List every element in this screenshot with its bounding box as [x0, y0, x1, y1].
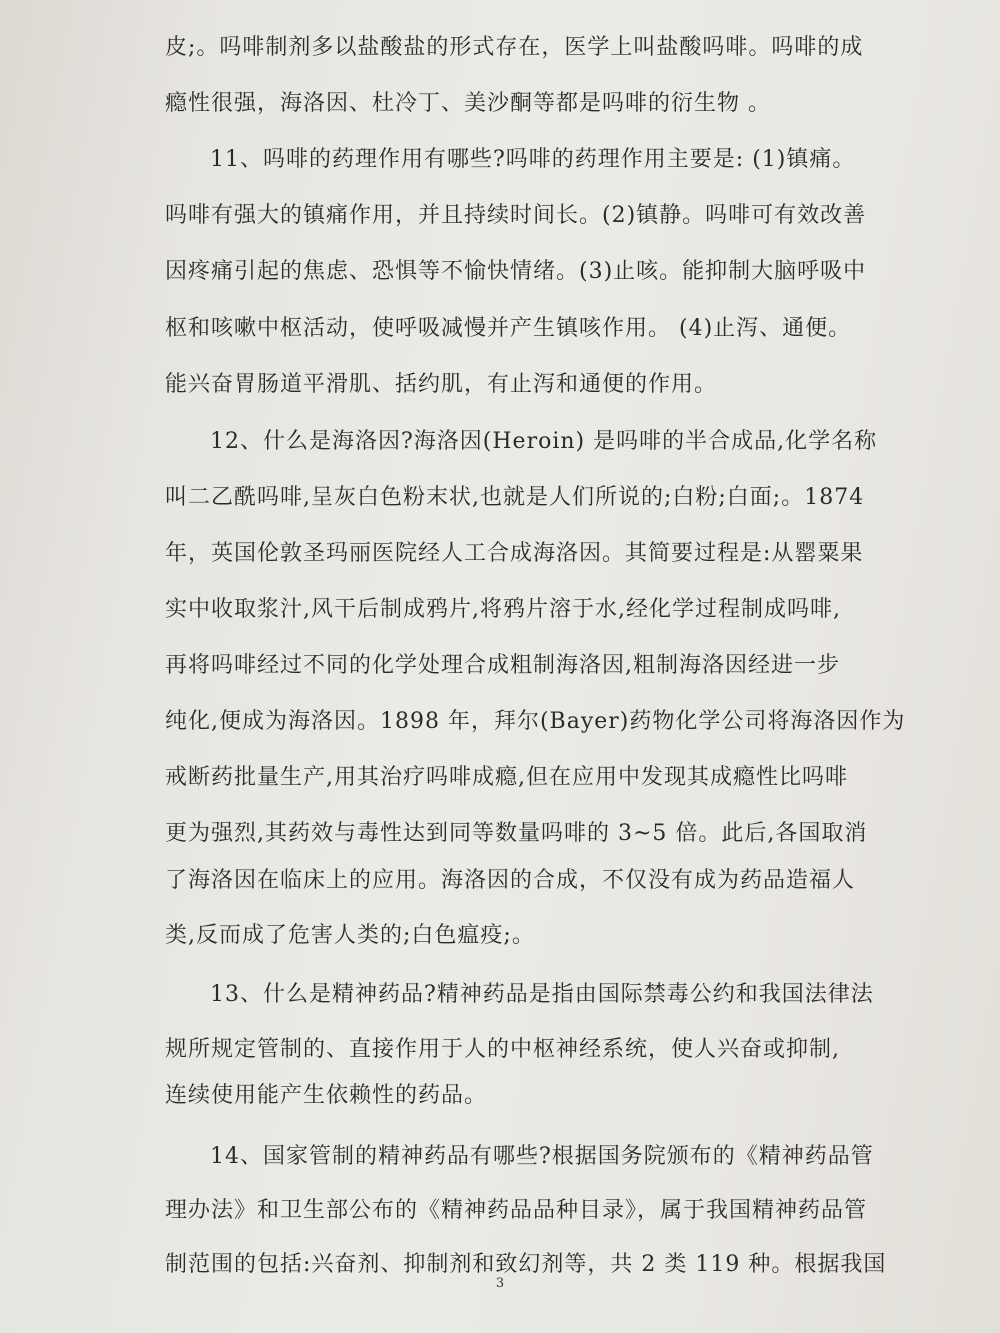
- text-line: 吗啡有强大的镇痛作用，并且持续时间长。(2)镇静。吗啡可有效改善: [165, 203, 867, 228]
- text-line: 戒断药批量生产,用其治疗吗啡成瘾,但在应用中发现其成瘾性比吗啡: [165, 765, 848, 790]
- text-line: 因疼痛引起的焦虑、恐惧等不愉快情绪。(3)止咳。能抑制大脑呼吸中: [165, 259, 867, 284]
- paragraph-13-heading: 13、什么是精神药品?精神药品是指由国际禁毒公约和我国法律法: [210, 982, 874, 1007]
- text-line: 类,反而成了危害人类的;白色瘟疫;。: [165, 923, 535, 948]
- text-line: 纯化,便成为海洛因。1898 年，拜尔(Bayer)药物化学公司将海洛因作为: [165, 709, 906, 734]
- page-number: 3: [495, 1276, 505, 1291]
- paragraph-12-heading: 12、什么是海洛因?海洛因(Heroin) 是吗啡的半合成品,化学名称: [210, 429, 878, 454]
- text-line: 枢和咳嗽中枢活动，使呼吸减慢并产生镇咳作用。 (4)止泻、通便。: [165, 316, 852, 341]
- text-line: 规所规定管制的、直接作用于人的中枢神经系统，使人兴奋或抑制,: [165, 1037, 840, 1062]
- text-line: 叫二乙酰吗啡,呈灰白色粉末状,也就是人们所说的;白粉;白面;。1874: [165, 485, 865, 510]
- text-line: 了海洛因在临床上的应用。海洛因的合成，不仅没有成为药品造福人: [165, 868, 856, 893]
- text-line: 更为强烈,其药效与毒性达到同等数量吗啡的 3~5 倍。此后,各国取消: [165, 821, 868, 846]
- text-line: 理办法》和卫生部公布的《精神药品品种目录》，属于我国精神药品管: [165, 1198, 868, 1223]
- text-line: 实中收取浆汁,风干后制成鸦片,将鸦片溶于水,经化学过程制成吗啡,: [165, 597, 841, 622]
- text-line: 连续使用能产生依赖性的药品。: [165, 1083, 488, 1108]
- text-line: 能兴奋胃肠道平滑肌、括约肌，有止泻和通便的作用。: [165, 372, 718, 397]
- text-line: 皮;。吗啡制剂多以盐酸盐的形式存在，医学上叫盐酸吗啡。吗啡的成: [165, 35, 864, 60]
- paragraph-14-heading: 14、国家管制的精神药品有哪些?根据国务院颁布的《精神药品管: [210, 1144, 874, 1169]
- text-line: 再将吗啡经过不同的化学处理合成粗制海洛因,粗制海洛因经进一步: [165, 653, 840, 678]
- text-line: 年，英国伦敦圣玛丽医院经人工合成海洛因。其简要过程是:从罂粟果: [165, 541, 864, 566]
- text-line: 瘾性很强，海洛因、杜冷丁、美沙酮等都是吗啡的衍生物 。: [165, 91, 771, 116]
- paragraph-11-heading: 11、吗啡的药理作用有哪些?吗啡的药理作用主要是: (1)镇痛。: [210, 147, 856, 172]
- text-line: 制范围的包括:兴奋剂、抑制剂和致幻剂等，共 2 类 119 种。根据我国: [165, 1252, 887, 1277]
